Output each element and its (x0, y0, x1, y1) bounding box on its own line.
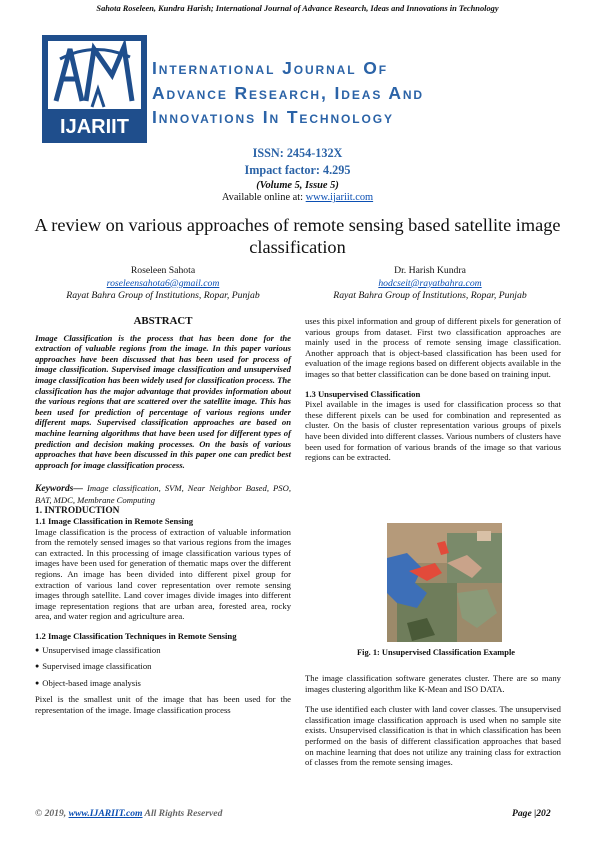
author-affiliation: Rayat Bahra Group of Institutions, Ropar, Punjab (66, 290, 260, 302)
journal-title-line1: International Journal Of (152, 58, 388, 78)
techniques-list (35, 645, 291, 689)
author-affiliation: Rayat Bahra Group of Institutions, Ropar, Punjab (333, 290, 527, 302)
author-name: Dr. Harish Kundra (394, 265, 466, 276)
copyright-prefix: © 2019, (35, 808, 69, 819)
list-item: ● Unsupervised image classification (35, 645, 291, 656)
volume-issue: (Volume 5, Issue 5) (256, 180, 339, 191)
classification-figure (387, 523, 502, 642)
list-item: ● Supervised image classification (35, 661, 291, 672)
section-1-1-heading: 1.1 Image Classification in Remote Sensing (35, 516, 194, 527)
keywords (35, 483, 291, 505)
section-1-1-text: Image classification is the process of extraction of valuable information from the remotely sensed images so that various regions from the images can extracted. In this processing of image classification various types of images have been used for generation of thematic maps over the different regions. An image has been divided into different pixel group for extraction of various land cover representation over remote sensing images through satellite. Land cover images divide images into different image representation regions that are urban area, forested area, rocky area, and water region and agriculture area. (35, 526, 291, 622)
intro-heading: 1. INTRODUCTION (35, 505, 120, 516)
journal-title (152, 56, 572, 130)
section-1-2-heading: 1.2 Image Classification Techniques in Remote Sensing (35, 631, 237, 642)
journal-title-line2: Advance Research, Ideas And (152, 82, 425, 103)
author-email-link[interactable]: roseleensahota6@gmail.com (106, 277, 220, 289)
author-email-link[interactable]: hodcseit@rayatbahra.com (378, 277, 482, 289)
footer-site-link[interactable]: www.IJARIIT.com (68, 808, 143, 819)
footer-copyright (35, 808, 222, 819)
right-paragraph-2: The image classification software generates cluster. There are so many images clustering algorithm like K-Mean and ISO DATA. (305, 673, 561, 694)
list-item: ● Object-based image analysis (35, 678, 291, 689)
online-label: Available online at: (221, 192, 306, 203)
running-header: Sahota Roseleen, Kundra Harish; International Journal of Advance Research, Ideas and Innovations in Technology (96, 4, 499, 13)
abstract-heading: ABSTRACT (133, 315, 193, 327)
page-number: Page |202 (512, 808, 551, 819)
figure-caption: Fig. 1: Unsupervised Classification Example (357, 648, 515, 657)
section-1-3-heading: 1.3 Unsupervised Classification (305, 388, 421, 399)
availability (0, 192, 595, 203)
keywords-label: Keywords— (35, 483, 83, 495)
right-column (305, 316, 561, 463)
journal-title-line3: Innovations In Technology (152, 107, 394, 127)
right-column-lower (305, 673, 561, 768)
section-1-2-text: Pixel is the smallest unit of the image that has been used for the representation of the image. Image classification process (35, 694, 291, 715)
author-2 (295, 265, 565, 303)
author-1 (28, 265, 298, 303)
ijariit-logo (42, 35, 147, 143)
journal-website-link[interactable]: www.ijariit.com (305, 192, 374, 203)
keywords-text: Image classification, SVM, Near Neighbor Based, PSO, BAT, MDC, Membrane Computing (35, 483, 291, 505)
paper-title: A review on various approaches of remote sensing based satellite image classification (34, 215, 561, 257)
svg-text:IJARIIT: IJARIIT (60, 116, 129, 138)
right-paragraph-1: uses this pixel information and group of different pixels for generation of various groups from dataset. First two classification approaches are mainly used in the process of remote sensing image classification. Another approach that is object-based classification has been used for evaluation of the image regions based on different objects available in the images so that better classification can be done based on training input. (305, 316, 561, 379)
author-name: Roseleen Sahota (130, 265, 196, 276)
copyright-suffix: All Rights Reserved (142, 808, 223, 819)
section-1-3-text: Pixel available in the images is used for classification process so that these different pixels can be used for combination and represented as cluster. On the basis of cluster representation various groups of pixels have been divided into different classes. Various numbers of clusters have been used for formation of various brands of the image so that various regions can be extracted. (305, 399, 561, 463)
issn: ISSN: 2454-132X (252, 146, 343, 160)
abstract-text: Image Classification is the process that has been done for the extraction of valuable regions from the image. In this paper various approaches have been discussed that has been used for process of image classification. Supervised image classification and unsupervised image classification has been widely used for classification process. The classification has the major advantage that provides information about the various regions that are scattered over the satellite image. This has been used for prediction of percentage of various regions under different maps. Supervised classification approaches are based on machine learning algorithms that have been used for different types of prediction and decision making processes. On the basis of various approaches that have been discussed in this paper one can predict best approach for image classification process. (35, 332, 291, 470)
right-paragraph-3: The use identified each cluster with land cover classes. The unsupervised classification image classification approach is used when no sample site exists. Unsupervised classification is that in which classification has been performed on the basis of different classification approaches that based on machine learning that does not utilize any training class for extraction of classes from the remote sensing images. (305, 704, 561, 768)
impact-factor: Impact factor: 4.295 (244, 163, 351, 177)
left-column (35, 316, 291, 716)
